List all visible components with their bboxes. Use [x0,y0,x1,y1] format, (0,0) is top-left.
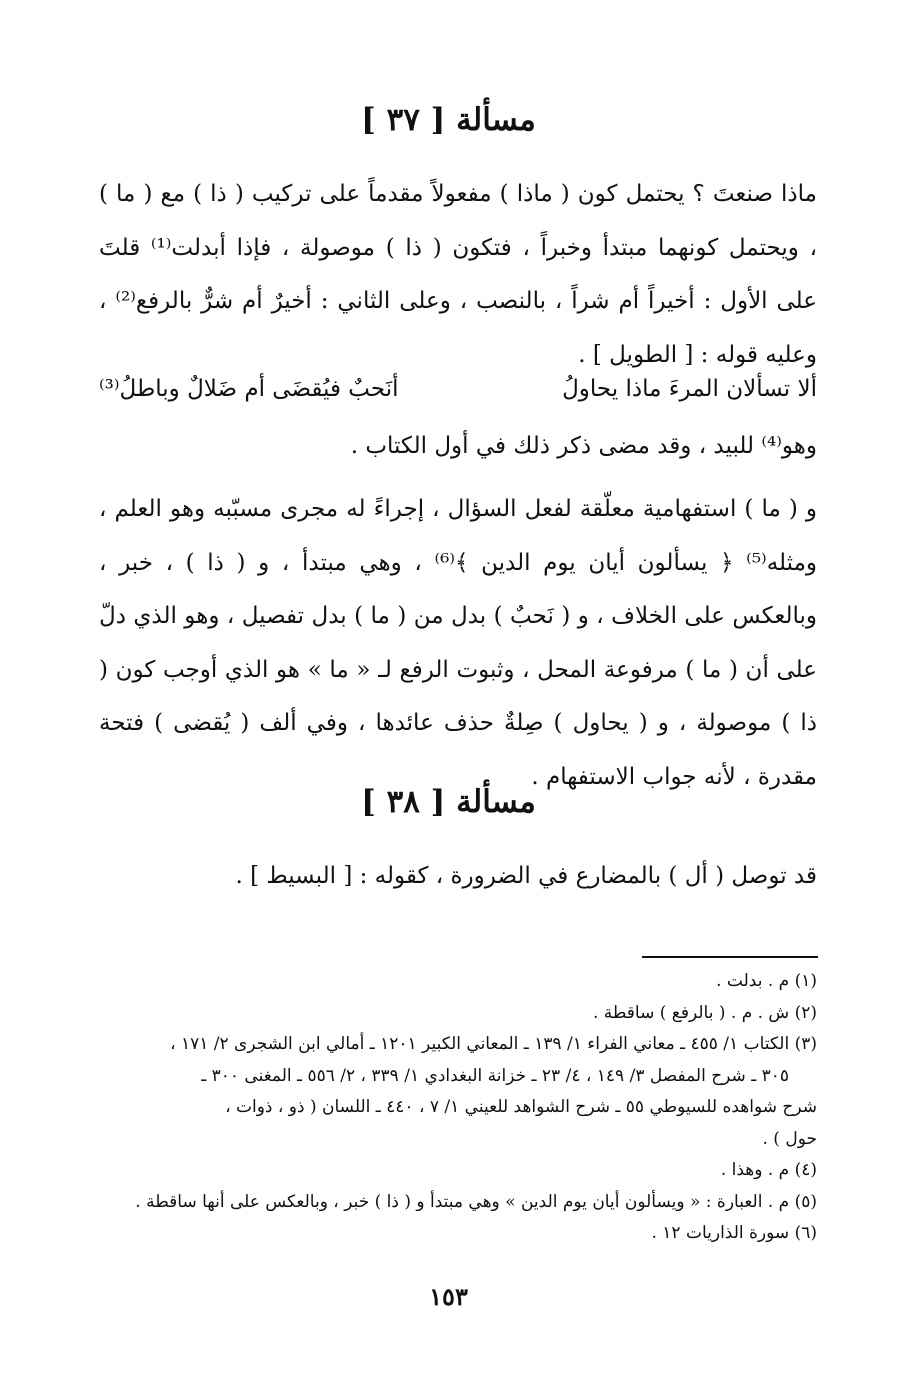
verse-attribution: وهو⁽⁴⁾ للبيد ، وقد مضى ذكر ذلك في أول الكتاب . [350,433,817,459]
poetry-verse [99,376,817,416]
footnote-3-continued: حول ) . [762,1128,817,1149]
footnote-3-continued: ٣٠٥ ـ شرح المفصل ٣/ ١٤٩ ، ٤/ ٢٣ ـ خزانة البغدادي ١/ ٣٣٩ ، ٢/ ٥٥٦ ـ المغنى ٣٠٠ ـ [201,1065,789,1086]
footnote-6: (٦) سورة الذاريات ١٢ . [651,1223,817,1243]
question-38-heading: مسألة [ ٣٨ ] [361,784,536,820]
footnote-2: (٢) ش . م . ( بالرفع ) ساقطة . [592,1002,817,1023]
verse-first-hemistich: ألا تسألان المرءَ ماذا يحاولُ [562,376,817,402]
footnote-1: (١) م . بدلت . [716,971,817,991]
verse-second-hemistich: أنَحبٌ فيُقضَى أم ضَلالٌ وباطلُ⁽³⁾ [99,376,399,402]
footnote-3: (٣) الكتاب ١/ ٤٥٥ ـ معاني الفراء ١/ ١٣٩ ـ المعاني الكبير ١٢٠١ ـ أمالي ابن الشجرى ٢/ ١٧١ ، [170,1034,817,1054]
footnotes [99,966,817,1250]
footnote-3-continued: شرح شواهده للسيوطي ٥٥ ـ شرح الشواهد للعيني ١/ ٧ ، ٤٤٠ ـ اللسان ( ذو ، ذوات ، [225,1097,817,1117]
paragraph-question-38: قد توصل ( أل ) بالمضارع في الضرورة ، كقوله : [ البسيط ] . [235,863,817,889]
footnote-5: (٥) م . العبارة : « ويسألون أيان يوم الدين » وهي مبتدأ و ( ذا ) خبر ، وبالعكس على أنها ساقطة . [135,1191,817,1212]
footnote-4: (٤) م . وهذا . [720,1160,817,1180]
question-37-heading: مسألة [ ٣٧ ] [361,102,536,138]
paragraph-question-37: ماذا صنعتَ ؟ يحتمل كون ( ماذا ) مفعولاً مقدماً على تركيب ( ذا ) مع ( ما ) ، ويحتمل كونهما مبتدأ وخبراً ، فتكون ( ذا ) موصولة ، فإذا أبدلت⁽¹⁾ قلتَ على الأول : أخيراً أم شراً ، بالنصب ، وعلى الثاني : أخيرٌ أم شرٌّ بالرفع⁽²⁾ ، وعليه قوله : [ الطويل ] . [99,181,818,368]
paragraph-analysis: و ( ما ) استفهامية معلّقة لفعل السؤال ، إجراءً له مجرى مسبّبه وهو العلم ، ومثله⁽⁵⁾ ﴿ يسألون أيان يوم الدين ﴾⁽⁶⁾ ، وهي مبتدأ ، و ( ذا ) ، خبر ، وبالعكس على الخلاف ، و ( نَحبٌ ) بدل من ( ما ) بدل تفصيل ، وهو الذي دلّ على أن ( ما ) مرفوعة المحل ، وثبوت الرفع لـ « ما » هو الذي أوجب كون ( ذا ) موصولة ، و ( يحاول ) صِلةٌ حذف عائدها ، وفي ألف ( يُقضى ) فتحة مقدرة ، لأنه جواب الاستفهام . [99,496,818,790]
page-number: ١٥٣ [429,1282,468,1311]
footnote-separator [642,956,818,958]
